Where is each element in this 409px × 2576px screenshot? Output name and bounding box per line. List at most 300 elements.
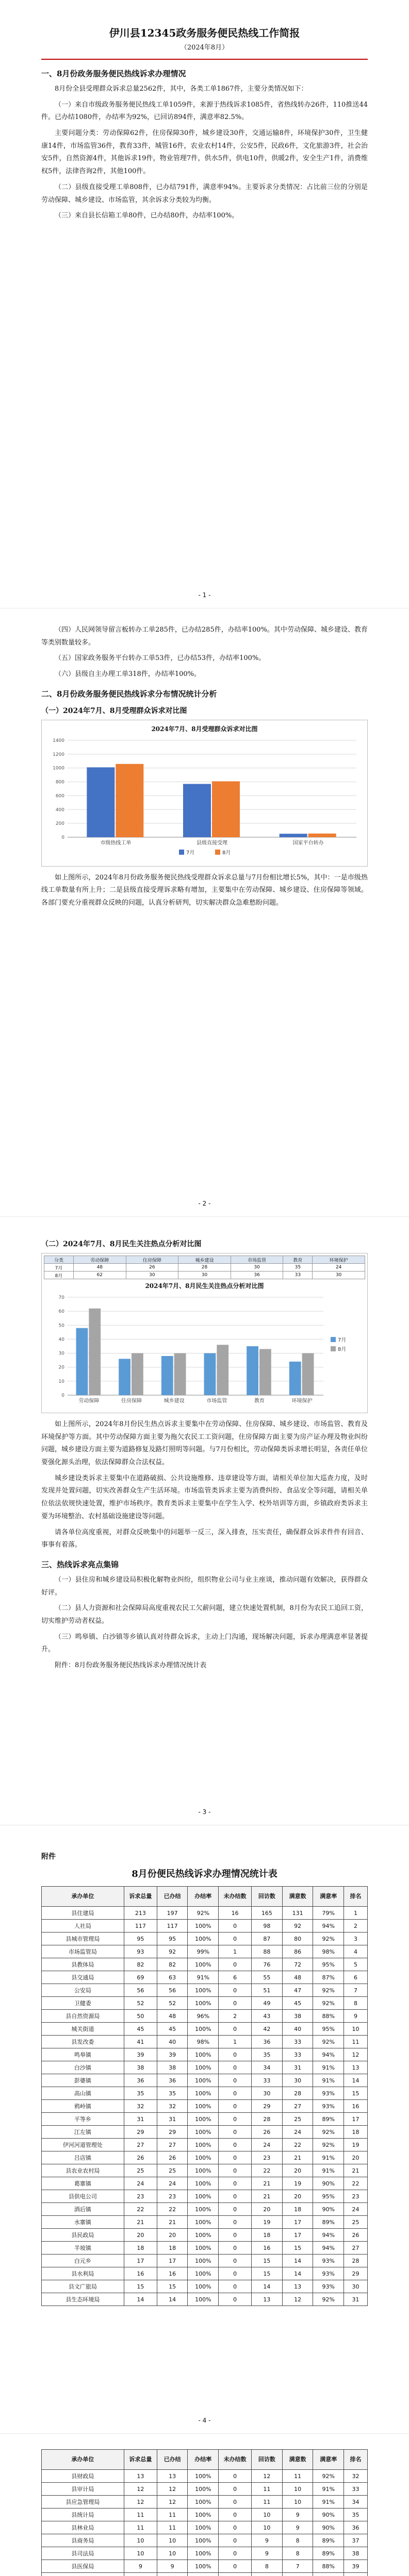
table-cell: 72 (282, 1958, 313, 1971)
table-cell: 0 (219, 1984, 252, 1997)
table-cell: 22 (252, 2164, 283, 2177)
title-rule (41, 59, 368, 60)
y-tick-label: 1400 (52, 738, 64, 743)
table-cell: 0 (219, 2534, 252, 2547)
table-cell: 15 (344, 2087, 368, 2100)
table-cell: 49 (252, 1997, 283, 2010)
table-header-cell: 未办结数 (219, 2450, 252, 2470)
table-cell: 22 (157, 2203, 188, 2216)
table-cell: 100% (188, 2139, 219, 2151)
table-row (42, 2255, 368, 2267)
table-row (42, 2190, 368, 2203)
table-cell: 0 (219, 1933, 252, 1945)
table-cell: 0 (219, 2267, 252, 2280)
mini-table-cell: 28 (178, 1264, 231, 1272)
table-row (42, 2036, 368, 2048)
table-cell: 22 (282, 2139, 313, 2151)
table-cell: 55 (252, 1971, 283, 1984)
table-cell: 80 (282, 1933, 313, 1945)
table-cell: 11 (157, 2509, 188, 2521)
table-cell: 29 (252, 2100, 283, 2113)
table-cell: 35 (344, 2509, 368, 2521)
table-cell: 23 (344, 2190, 368, 2203)
paragraph: （二）县人力资源和社会保障局高度重视农民工欠薪问题，建立快速处置机制，8月份为农民工追回工资，切实维护劳动者权益。 (41, 1604, 368, 1625)
table-row (42, 2573, 368, 2576)
table-cell: 92 (282, 1920, 313, 1933)
table-cell: 0 (219, 2229, 252, 2242)
chart-2 (45, 1292, 365, 1411)
table-cell: 9 (282, 2521, 313, 2534)
table-cell: 19 (282, 2177, 313, 2190)
legend-label: 8月 (337, 1347, 346, 1352)
bar (302, 1353, 314, 1395)
table-cell: 23 (252, 2151, 283, 2164)
legend-swatch (179, 850, 184, 855)
mini-table-cell: 24 (313, 1264, 365, 1272)
table-cell: 33 (344, 2483, 368, 2496)
table-cell: 20 (157, 2229, 188, 2242)
table-cell: 35 (252, 2048, 283, 2061)
table-cell: 江左镇 (42, 2126, 124, 2139)
table-cell: 12 (252, 2470, 283, 2483)
table-cell: 10 (157, 2547, 188, 2560)
table-cell: 63 (157, 1971, 188, 1984)
paragraph: 城乡建设类诉求主要集中在道路破损、公共设施维修、违章建设等方面，请相关单位加大巡查力度，及时发现并处置问题，切实改善群众生产生活环境。市场监管类诉求主要为消费纠纷、食品安全等问题，请相关单位依法依规快速处置，维护市场秩序。教育类诉求主要集中在学生入学、校外培训等方面，乡镇政府类诉求主要为环境整治、农村基础设施建设等问题。 (41, 1474, 368, 1520)
table-cell: 0 (219, 2164, 252, 2177)
table-row (42, 2139, 368, 2151)
x-tick-label: 市场监管 (206, 1398, 227, 1404)
bar (259, 1349, 271, 1395)
subsection-title: （二）2024年7月、8月民生关注热点分析对比图 (41, 1240, 202, 1248)
table-row (42, 2151, 368, 2164)
table-cell (252, 2573, 283, 2576)
table-cell: 100% (188, 2280, 219, 2293)
table-cell: 100% (188, 2255, 219, 2267)
table-row (42, 1945, 368, 1958)
table-cell: 11 (157, 2521, 188, 2534)
table-cell: 18 (124, 2242, 157, 2255)
table-cell: 25 (282, 2113, 313, 2126)
table-cell: 21 (252, 2190, 283, 2203)
paragraph: 如上图所示，2024年8月份民生热点诉求主要集中在劳动保障、住房保障、城乡建设、市场监管、教育及环境保护等方面。其中劳动保障方面主要为拖欠农民工工资问题，住房保障方面主要为房产证办理及物业纠纷问题，城乡建设方面主要为道路修复及路灯照明等问题。与7月份相比，劳动保障类诉求增长明显，各责任单位要强化源头治理，依法保障群众合法权益。 (41, 1420, 368, 1467)
table-cell: 12 (157, 2483, 188, 2496)
page-4 (0, 1825, 409, 2433)
table-cell: 11 (252, 2496, 283, 2509)
table-cell: 18 (344, 2126, 368, 2139)
table-cell: 14 (282, 2267, 313, 2280)
table-cell: 13 (157, 2470, 188, 2483)
table-cell: 91% (313, 2483, 344, 2496)
y-tick-label: 0 (61, 1393, 64, 1398)
table-cell: 32 (124, 2100, 157, 2113)
mini-table-cell: 30 (126, 1272, 178, 1279)
table-cell: 0 (219, 2048, 252, 2061)
table-cell: 95% (313, 2190, 344, 2203)
table-cell: 29 (124, 2126, 157, 2139)
table-cell: 100% (188, 2470, 219, 2483)
table-cell: 水寨镇 (42, 2216, 124, 2229)
table-row (42, 2203, 368, 2216)
table-cell: 9 (252, 2534, 283, 2547)
table-cell: 16 (252, 2242, 283, 2255)
table-cell: 17 (157, 2255, 188, 2267)
table-header-cell: 未办结数 (219, 1887, 252, 1907)
table-cell: 91% (313, 2151, 344, 2164)
table-header-cell: 回访数 (252, 1887, 283, 1907)
table-cell: 9 (252, 2547, 283, 2560)
paragraph: 附件：8月份政务服务便民热线诉求办理情况统计表 (55, 1662, 207, 1669)
table-cell: 82 (124, 1958, 157, 1971)
table-cell: 33 (252, 2074, 283, 2087)
bar (204, 1353, 216, 1395)
table-cell: 100% (188, 1920, 219, 1933)
table-cell: 100% (188, 1997, 219, 2010)
table-cell: 39 (157, 2048, 188, 2061)
table-cell: 9 (282, 2509, 313, 2521)
table-header-cell: 回访数 (252, 2450, 283, 2470)
table-cell: 0 (219, 2470, 252, 2483)
paragraph: （二）县级直接受理工单808件，已办结791件，满意率94%。主要诉求分类情况：占比前三位的分别是劳动保障、城乡建设、市场监管，其余诉求分类较为均衡。 (41, 183, 368, 204)
page-2 (0, 608, 409, 1216)
table-cell: 0 (219, 2023, 252, 2036)
legend-swatch (331, 1337, 336, 1342)
table-cell: 23 (157, 2190, 188, 2203)
chart-2-title: 2024年7月、8月民生关注热点分析对比图 (145, 1282, 264, 1290)
y-tick-label: 1000 (52, 766, 64, 771)
chart-1-title: 2024年7月、8月受理群众诉求对比图 (151, 725, 258, 733)
table-cell: 县城市管理局 (42, 1933, 124, 1945)
table-title: 8月份便民热线诉求办理情况统计表 (132, 1869, 277, 1879)
bar (89, 1309, 101, 1395)
table-cell: 0 (219, 1997, 252, 2010)
y-tick-label: 70 (58, 1295, 64, 1300)
table-cell: 21 (252, 2177, 283, 2190)
table-cell: 40 (282, 2023, 313, 2036)
table-cell: 32 (344, 2470, 368, 2483)
table-row (42, 2216, 368, 2229)
table-cell: 0 (219, 2139, 252, 2151)
table-cell: 县水利局 (42, 2267, 124, 2280)
table-cell: 13 (282, 2280, 313, 2293)
table-cell: 县民政局 (42, 2229, 124, 2242)
y-tick-label: 0 (61, 835, 64, 840)
bar (132, 1353, 143, 1395)
doc-title: 伊川县12345政务服务便民热线工作简报 (109, 27, 300, 39)
table-cell: 14 (282, 2255, 313, 2267)
mini-table-cell: 劳动保障 (74, 1256, 126, 1264)
table-cell: 酒后镇 (42, 2203, 124, 2216)
table-cell: 91% (313, 2074, 344, 2087)
table-cell: 19 (344, 2139, 368, 2151)
table-cell: 8 (282, 2534, 313, 2547)
table-cell: 11 (252, 2483, 283, 2496)
y-tick-label: 50 (58, 1323, 64, 1329)
table-cell: 10 (252, 2521, 283, 2534)
table-cell: 21 (124, 2216, 157, 2229)
table-cell: 94% (313, 2048, 344, 2061)
table-cell: 45 (124, 2023, 157, 2036)
page-number: - 3 - (198, 1808, 211, 1816)
mini-table-cell: 30 (231, 1264, 283, 1272)
table-cell: 28 (344, 2255, 368, 2267)
table-cell: 13 (124, 2470, 157, 2483)
table-cell: 14 (157, 2293, 188, 2306)
table-row (42, 2061, 368, 2074)
table-cell: 17 (282, 2229, 313, 2242)
table-header-cell: 承办单位 (42, 2450, 124, 2470)
table-cell: 100% (188, 2113, 219, 2126)
table-row (42, 2087, 368, 2100)
table-cell: 28 (282, 2087, 313, 2100)
table-row (42, 2267, 368, 2280)
table-cell: 公安局 (42, 1984, 124, 1997)
table-row (42, 2100, 368, 2113)
y-tick-label: 200 (55, 821, 64, 826)
table-cell: 0 (219, 2496, 252, 2509)
table-cell: 92% (313, 2126, 344, 2139)
table-cell: 82 (157, 1958, 188, 1971)
table-cell: 38 (124, 2061, 157, 2074)
paragraph: （三）鸣皋镇、白沙镇等乡镇认真对待群众诉求，主动上门沟通，现场解决问题，诉求办理满意率显著提升。 (41, 1633, 368, 1654)
table-cell: 33 (282, 2048, 313, 2061)
table-cell: 8 (252, 2560, 283, 2573)
table-cell: 22 (344, 2177, 368, 2190)
table-cell: 11 (344, 2036, 368, 2048)
table-cell: 20 (344, 2151, 368, 2164)
table-cell: 县发改委 (42, 2036, 124, 2048)
x-tick-label: 县级直接受理 (196, 840, 227, 846)
table-cell: 88% (313, 2010, 344, 2023)
table-cell: 91% (313, 2164, 344, 2177)
table-row (42, 2534, 368, 2547)
table-cell: 69 (124, 1971, 157, 1984)
table-cell: 90% (313, 2521, 344, 2534)
mini-table-cell: 33 (283, 1272, 313, 1279)
table-cell: 48 (157, 2010, 188, 2023)
table-cell: 42 (252, 2023, 283, 2036)
table-cell: 94% (313, 1920, 344, 1933)
table-cell: 100% (188, 2534, 219, 2547)
table-cell: 76 (252, 1958, 283, 1971)
table-cell: 35 (157, 2087, 188, 2100)
table-cell: 197 (157, 1907, 188, 1920)
table-cell: 45 (282, 1997, 313, 2010)
table-cell: 27 (282, 2100, 313, 2113)
mini-table-cell: 市场监管 (231, 1256, 283, 1264)
y-tick-label: 60 (58, 1309, 64, 1315)
table-cell: 100% (188, 2087, 219, 2100)
y-tick-label: 600 (55, 793, 64, 799)
table-cell: 38 (282, 2010, 313, 2023)
table-cell: 100% (188, 2074, 219, 2087)
table-cell: 县应急管理局 (42, 2496, 124, 2509)
table-header-cell: 办结率 (188, 2450, 219, 2470)
table-cell: 县统计局 (42, 2509, 124, 2521)
table-cell: 89% (313, 2547, 344, 2560)
table-cell: 县生态环境局 (42, 2293, 124, 2306)
chart-1 (45, 735, 365, 864)
table-cell: 29 (344, 2267, 368, 2280)
table-cell: 12 (282, 2293, 313, 2306)
table-cell: 100% (188, 2293, 219, 2306)
table-cell: 10 (252, 2509, 283, 2521)
table-header-cell: 诉求总量 (124, 2450, 157, 2470)
table-header-row (42, 2450, 368, 2470)
table-cell: 21 (157, 2216, 188, 2229)
table-cell (219, 2573, 252, 2576)
table-cell: 93% (313, 2280, 344, 2293)
page-3 (0, 1217, 409, 1825)
table-cell: 100% (188, 2483, 219, 2496)
table-cell: 9 (157, 2560, 188, 2573)
table-cell: 0 (219, 2242, 252, 2255)
table-cell: 31 (124, 2113, 157, 2126)
table-cell: 0 (219, 2521, 252, 2534)
mini-table-cell: 35 (283, 1264, 313, 1272)
table-cell: 15 (252, 2255, 283, 2267)
table-cell: 20 (282, 2164, 313, 2177)
bar (217, 1345, 228, 1395)
mini-table-cell: 62 (74, 1272, 126, 1279)
subsection-title: （一）2024年7月、8月受理群众诉求对比图 (41, 706, 187, 715)
table-cell: 21 (344, 2164, 368, 2177)
table-cell: 9 (124, 2560, 157, 2573)
table-cell: 14 (344, 2074, 368, 2087)
table-row (42, 1907, 368, 1920)
table-header-cell: 满意数 (282, 2450, 313, 2470)
table-cell: 13 (252, 2293, 283, 2306)
table-cell: 117 (124, 1920, 157, 1933)
table-cell: 1 (219, 2036, 252, 2048)
table-cell: 卫健委 (42, 1997, 124, 2010)
table-cell: 48 (282, 1971, 313, 1984)
table-cell: 16 (157, 2267, 188, 2280)
table-cell: 5 (344, 1958, 368, 1971)
table-cell: 100% (188, 2048, 219, 2061)
table-cell: 鸦岭镇 (42, 2100, 124, 2113)
table-cell: 100% (188, 2177, 219, 2190)
table-cell: 12 (157, 2496, 188, 2509)
table-row (42, 1933, 368, 1945)
mini-table-cell: 7月 (44, 1264, 74, 1272)
table-header-cell: 满意数 (282, 1887, 313, 1907)
table-cell: 93% (313, 2255, 344, 2267)
table-cell: 10 (282, 2483, 313, 2496)
paragraph: （五）国家政务服务平台转办工单53件，已办结53件，办结率100%。 (55, 654, 266, 663)
x-tick-label: 教育 (254, 1398, 265, 1404)
table-cell: 92% (313, 1997, 344, 2010)
table-cell: 86 (282, 1945, 313, 1958)
table-row (42, 1997, 368, 2010)
bar (289, 1362, 301, 1395)
table-cell: 94% (313, 2242, 344, 2255)
bar (116, 764, 143, 837)
table-cell: 90% (313, 2509, 344, 2521)
paragraph: （四）人民网领导留言板转办工单285件，已办结285件，办结率100%。其中劳动保障、城乡建设、教育等类别数量较多。 (41, 626, 368, 647)
mini-table-row (44, 1272, 365, 1279)
table-cell: 30 (344, 2280, 368, 2293)
table-row (42, 2521, 368, 2534)
table-row (42, 2509, 368, 2521)
table-cell: 鸣皋镇 (42, 2048, 124, 2061)
table-cell: 95% (313, 1958, 344, 1971)
table-cell: 0 (219, 2293, 252, 2306)
table-cell: 87 (252, 1933, 283, 1945)
y-tick-label: 800 (55, 779, 64, 785)
table-cell: 31 (157, 2113, 188, 2126)
legend-swatch (215, 850, 220, 855)
table-cell: 1 (219, 1945, 252, 1958)
table-cell: 100% (188, 2190, 219, 2203)
table-cell: 100% (188, 2229, 219, 2242)
paragraph: 如上图所示，2024年8月份政务服务便民热线受理群众诉求总量与7月份相比增长5%，其中：一是市级热线工单数量有所上升；二是县级直接受理诉求略有增加，主要集中在劳动保障、城乡建设、住房保障等领域。各部门要充分重视群众反映的问题，认真分析研判，切实解决群众急难愁盼问题。 (41, 873, 368, 907)
table-cell (157, 2573, 188, 2576)
table-cell: 县教体局 (42, 1958, 124, 1971)
table-cell: 17 (124, 2255, 157, 2267)
table-cell: 98% (188, 2036, 219, 2048)
table-cell: 13 (344, 2061, 368, 2074)
table-row (42, 2177, 368, 2190)
table-cell: 16 (219, 1907, 252, 1920)
attachment-label: 附件 (41, 1853, 56, 1861)
table-cell: 31 (282, 2061, 313, 2074)
table-row (42, 2164, 368, 2177)
table-cell: 城关街道 (42, 2023, 124, 2036)
mini-table-cell: 教育 (283, 1256, 313, 1264)
table-cell: 100% (188, 2164, 219, 2177)
table-cell: 县交通局 (42, 1971, 124, 1984)
bar (212, 781, 240, 837)
stats-table-part-1 (41, 1886, 368, 2306)
table-cell: 93% (313, 2100, 344, 2113)
table-cell: 10 (344, 2023, 368, 2036)
table-cell: 0 (219, 2280, 252, 2293)
table-cell: 30 (252, 2087, 283, 2100)
table-cell: 39 (124, 2048, 157, 2061)
table-cell: 34 (252, 2061, 283, 2074)
table-cell: 91% (188, 1971, 219, 1984)
table-cell: 4 (344, 1945, 368, 1958)
table-cell: 99% (188, 1945, 219, 1958)
table-cell: 人社局 (42, 1920, 124, 1933)
table-cell: 95 (124, 1933, 157, 1945)
table-cell: 100% (188, 2203, 219, 2216)
table-cell: 100% (188, 2151, 219, 2164)
table-cell: 县医保局 (42, 2560, 124, 2573)
table-cell: 100% (188, 2547, 219, 2560)
table-cell: 6 (219, 1971, 252, 1984)
table-cell: 伊河河道管理处 (42, 2139, 124, 2151)
table-cell: 17 (282, 2216, 313, 2229)
table-cell: 93 (124, 1945, 157, 1958)
table-cell: 半坡镇 (42, 2242, 124, 2255)
table-header-cell: 诉求总量 (124, 1887, 157, 1907)
table-cell: 18 (282, 2203, 313, 2216)
table-header-cell: 排名 (344, 2450, 368, 2470)
table-cell: 1 (344, 1907, 368, 1920)
y-tick-label: 1200 (52, 752, 64, 757)
table-row (42, 1920, 368, 1933)
table-cell (188, 2573, 219, 2576)
table-cell: 79% (313, 1907, 344, 1920)
table-cell: 县住建局 (42, 1907, 124, 1920)
table-cell: 27 (344, 2242, 368, 2255)
table-cell: 县农业农村局 (42, 2164, 124, 2177)
table-cell: 县自然资源局 (42, 2010, 124, 2023)
table-cell (344, 2573, 368, 2576)
table-cell: 100% (188, 2496, 219, 2509)
table-cell: 县财政局 (42, 2470, 124, 2483)
